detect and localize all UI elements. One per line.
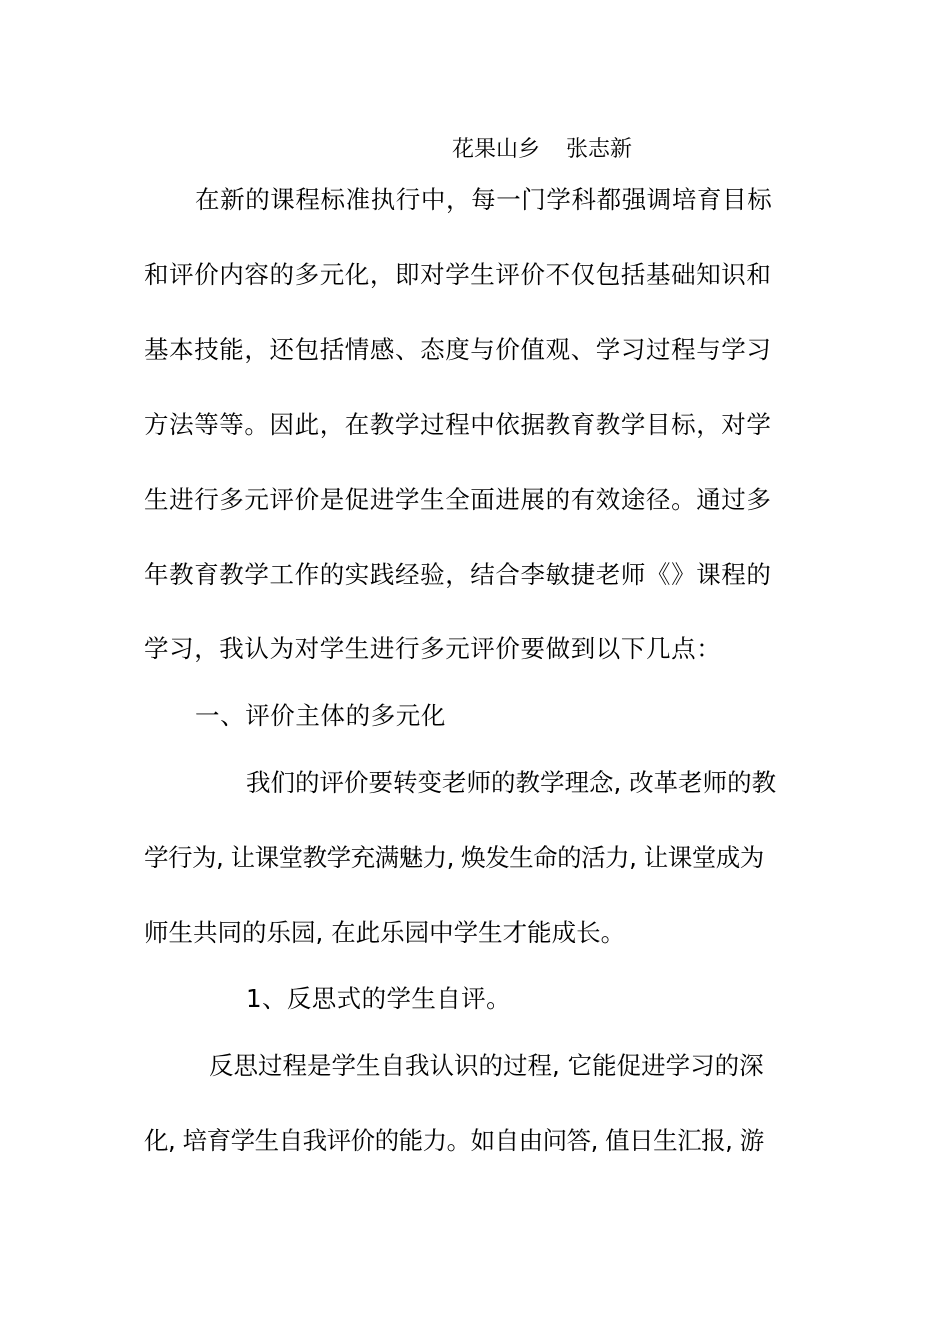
paragraph-line: 生进行多元评价是促进学生全面进展的有效途径。通过多	[144, 485, 772, 514]
section-heading: 一、评价主体的多元化	[195, 701, 446, 730]
paragraph-line: 化, 培育学生自我评价的能力。如自由问答, 值日生汇报, 游	[144, 1126, 764, 1155]
paragraph-line: 年教育教学工作的实践经验，结合李敏捷老师《》课程的	[144, 560, 772, 589]
byline	[452, 132, 632, 163]
paragraph-line: 基本技能，还包括情感、态度与价值观、学习过程与学习	[144, 335, 772, 364]
byline-location: 花果山乡	[452, 137, 541, 162]
paragraph-line: 学习，我认为对学生进行多元评价要做到以下几点：	[144, 634, 722, 663]
byline-author: 张志新	[566, 137, 633, 162]
paragraph-line: 方法等等。因此，在教学过程中依据教育教学目标，对学	[144, 410, 772, 439]
paragraph-line: 师生共同的乐园, 在此乐园中学生才能成长。	[144, 918, 626, 947]
paragraph-line: 反思过程是学生自我认识的过程, 它能促进学习的深	[209, 1051, 764, 1080]
subsection-heading: 1、反思式的学生自评。	[246, 984, 511, 1013]
paragraph-line: 学行为, 让课堂教学充满魅力, 焕发生命的活力, 让课堂成为	[144, 843, 764, 872]
paragraph-line: 我们的评价要转变老师的教学理念, 改革老师的教	[246, 768, 777, 797]
paragraph-line: 在新的课程标准执行中，每一门学科都强调培育目标	[195, 185, 773, 214]
paragraph-line: 和评价内容的多元化，即对学生评价不仅包括基础知识和	[144, 260, 772, 289]
